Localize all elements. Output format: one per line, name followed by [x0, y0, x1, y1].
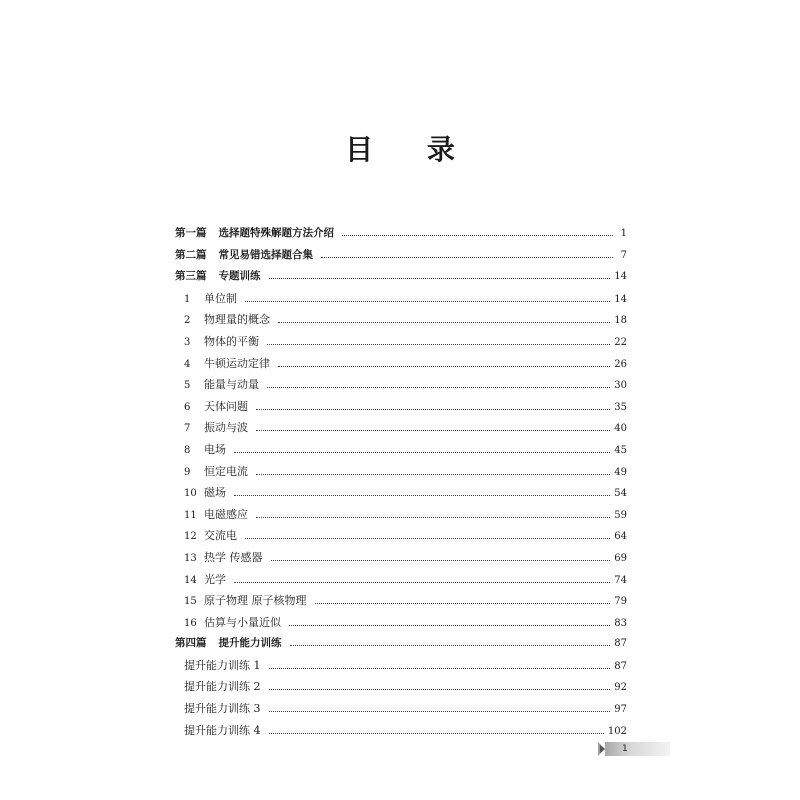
- toc-section-title: 振动与波: [204, 421, 248, 435]
- toc-section-title: 电磁感应: [204, 507, 248, 521]
- dot-leader: [234, 494, 610, 496]
- toc-page-number: 26: [614, 358, 627, 370]
- toc-page-number: 49: [614, 466, 627, 478]
- toc-entry-label: [184, 700, 261, 716]
- dot-leader: [234, 581, 610, 583]
- toc-entry-label: [184, 592, 307, 608]
- dot-leader: [256, 516, 610, 518]
- page-title: 目 录: [345, 133, 477, 166]
- toc-page-number: 92: [614, 682, 627, 694]
- toc-entry[interactable]: [175, 311, 627, 333]
- toc-section-title: 估算与小量近似: [204, 615, 281, 629]
- toc-entry[interactable]: [175, 592, 627, 614]
- table-of-contents: [175, 225, 627, 743]
- toc-page-number: 40: [614, 423, 627, 435]
- dot-leader: [271, 559, 611, 561]
- dot-leader: [321, 256, 613, 258]
- toc-part-title: 提升能力训练: [218, 637, 282, 650]
- dot-leader: [269, 710, 611, 712]
- dot-leader: [256, 429, 610, 431]
- toc-page-number: 14: [614, 271, 627, 283]
- toc-part-title: 选择题特殊解题方法介绍: [218, 227, 334, 239]
- dot-leader: [269, 277, 611, 279]
- toc-section-number: 2: [184, 315, 191, 327]
- toc-section-number: 6: [184, 401, 191, 413]
- toc-part-title: 常见易错选择题合集: [218, 248, 313, 261]
- toc-entry[interactable]: [175, 463, 627, 485]
- toc-drill-title: 提升能力训练 1: [184, 658, 261, 672]
- toc-page-number: 69: [614, 552, 627, 564]
- toc-drill-title: 提升能力训练 2: [184, 680, 261, 694]
- toc-entry[interactable]: [175, 527, 627, 549]
- toc-section-title: 物理量的概念: [204, 313, 270, 327]
- toc-section-title: 物体的平衡: [204, 334, 259, 348]
- toc-section-title: 磁场: [204, 486, 226, 500]
- toc-entry[interactable]: [175, 419, 627, 441]
- toc-entry[interactable]: [175, 355, 627, 377]
- toc-entry[interactable]: [175, 571, 627, 593]
- toc-part-title: 专题训练: [218, 270, 261, 283]
- dot-leader: [245, 537, 610, 539]
- toc-entry[interactable]: [175, 247, 627, 269]
- dot-leader: [269, 732, 604, 734]
- toc-entry-label: [184, 463, 248, 479]
- dot-leader: [256, 408, 610, 410]
- toc-entry[interactable]: [175, 549, 627, 571]
- toc-page-number: 18: [614, 315, 627, 327]
- toc-entry[interactable]: [175, 657, 627, 679]
- toc-page-number: 74: [614, 574, 627, 586]
- dot-leader: [267, 386, 610, 388]
- toc-entry-label: [184, 355, 270, 371]
- toc-page-number: 97: [614, 704, 627, 716]
- toc-section-number: 9: [184, 466, 191, 478]
- toc-entry-label: [184, 290, 237, 306]
- toc-page-number: 87: [614, 638, 627, 650]
- toc-entry-label: [184, 333, 259, 349]
- toc-part-number: 第四篇: [175, 637, 207, 650]
- toc-entry[interactable]: [175, 678, 627, 700]
- toc-page-number: 83: [614, 617, 627, 629]
- toc-entry[interactable]: [175, 290, 627, 312]
- toc-section-title: 光学: [204, 572, 226, 586]
- toc-entry-label: [184, 571, 226, 587]
- toc-entry[interactable]: [175, 700, 627, 722]
- toc-entry[interactable]: [175, 333, 627, 355]
- toc-page-number: 35: [614, 401, 627, 413]
- toc-entry-label: [184, 419, 248, 435]
- toc-section-title: 牛顿运动定律: [204, 356, 270, 370]
- toc-entry-label: [184, 549, 263, 565]
- toc-entry[interactable]: [175, 722, 627, 744]
- toc-entry-label: [184, 678, 261, 694]
- dot-leader: [289, 624, 610, 626]
- toc-part-number: 第三篇: [175, 270, 207, 283]
- toc-section-number: 3: [184, 336, 191, 348]
- toc-entry-label: [184, 722, 261, 738]
- toc-section-number: 14: [184, 574, 197, 586]
- toc-entry-label: [184, 484, 226, 500]
- toc-entry[interactable]: [175, 614, 627, 636]
- toc-entry[interactable]: [175, 225, 627, 247]
- toc-section-number: 12: [184, 531, 197, 543]
- dot-leader: [234, 451, 610, 453]
- toc-section-title: 热学 传感器: [204, 550, 263, 564]
- toc-entry[interactable]: [175, 441, 627, 463]
- toc-page-number: 102: [607, 725, 627, 737]
- toc-page-number: 59: [614, 509, 627, 521]
- toc-page-number: 87: [614, 660, 627, 672]
- toc-part-number: 第一篇: [175, 227, 207, 239]
- dot-leader: [256, 473, 610, 475]
- toc-section-number: 5: [184, 380, 191, 392]
- toc-page-number: 30: [614, 380, 627, 392]
- toc-section-number: 8: [184, 444, 191, 456]
- dot-leader: [278, 321, 610, 323]
- toc-page-number: 7: [620, 249, 627, 261]
- toc-entry-label: [184, 614, 281, 630]
- toc-entry-label: [175, 268, 261, 283]
- toc-drill-title: 提升能力训练 4: [184, 723, 261, 737]
- toc-section-title: 单位制: [204, 291, 237, 305]
- dot-leader: [245, 300, 610, 302]
- toc-drill-title: 提升能力训练 3: [184, 702, 261, 716]
- toc-entry-label: [184, 527, 237, 543]
- toc-section-number: 4: [184, 358, 191, 370]
- toc-section-title: 原子物理 原子核物理: [204, 594, 307, 608]
- toc-section-number: 10: [184, 488, 197, 500]
- toc-page-number: 79: [614, 596, 627, 608]
- toc-section-title: 能量与动量: [204, 378, 259, 392]
- toc-entry[interactable]: [175, 398, 627, 420]
- toc-entry[interactable]: [175, 506, 627, 528]
- toc-entry-label: [184, 311, 270, 327]
- toc-section-number: 1: [184, 293, 191, 305]
- toc-section-title: 天体问题: [204, 399, 248, 413]
- toc-page-number: 22: [614, 336, 627, 348]
- toc-entry-label: [184, 441, 226, 457]
- toc-page-number: 54: [614, 488, 627, 500]
- page-number: 1: [622, 744, 628, 754]
- toc-section-number: 15: [184, 596, 197, 608]
- dot-leader: [269, 667, 611, 669]
- page-footer: [598, 742, 670, 756]
- toc-section-number: 13: [184, 552, 197, 564]
- toc-entry[interactable]: [175, 484, 627, 506]
- toc-entry[interactable]: [175, 635, 627, 657]
- toc-part-number: 第二篇: [175, 248, 207, 261]
- dot-leader: [269, 688, 611, 690]
- dot-leader: [342, 234, 613, 236]
- toc-page-number: 64: [614, 531, 627, 543]
- toc-entry-label: [184, 657, 261, 673]
- dot-leader: [290, 644, 611, 646]
- toc-section-title: 交流电: [204, 529, 237, 543]
- toc-section-title: 电场: [204, 442, 226, 456]
- toc-entry-label: [175, 225, 334, 240]
- toc-entry-label: [184, 398, 248, 414]
- dot-leader: [278, 365, 610, 367]
- toc-section-number: 7: [184, 423, 191, 435]
- arrow-marker-icon: [600, 745, 605, 753]
- toc-section-number: 16: [184, 617, 197, 629]
- toc-entry[interactable]: [175, 376, 627, 398]
- toc-entry-label: [184, 376, 259, 392]
- toc-page-number: 14: [614, 293, 627, 305]
- toc-entry-label: [184, 506, 248, 522]
- dot-leader: [315, 602, 611, 604]
- toc-entry-label: [175, 635, 282, 650]
- toc-entry[interactable]: [175, 268, 627, 290]
- dot-leader: [267, 343, 610, 345]
- toc-entry-label: [175, 247, 313, 262]
- toc-section-title: 恒定电流: [204, 464, 248, 478]
- toc-page-number: 1: [620, 228, 627, 239]
- toc-page-number: 45: [614, 444, 627, 456]
- toc-section-number: 11: [184, 509, 197, 521]
